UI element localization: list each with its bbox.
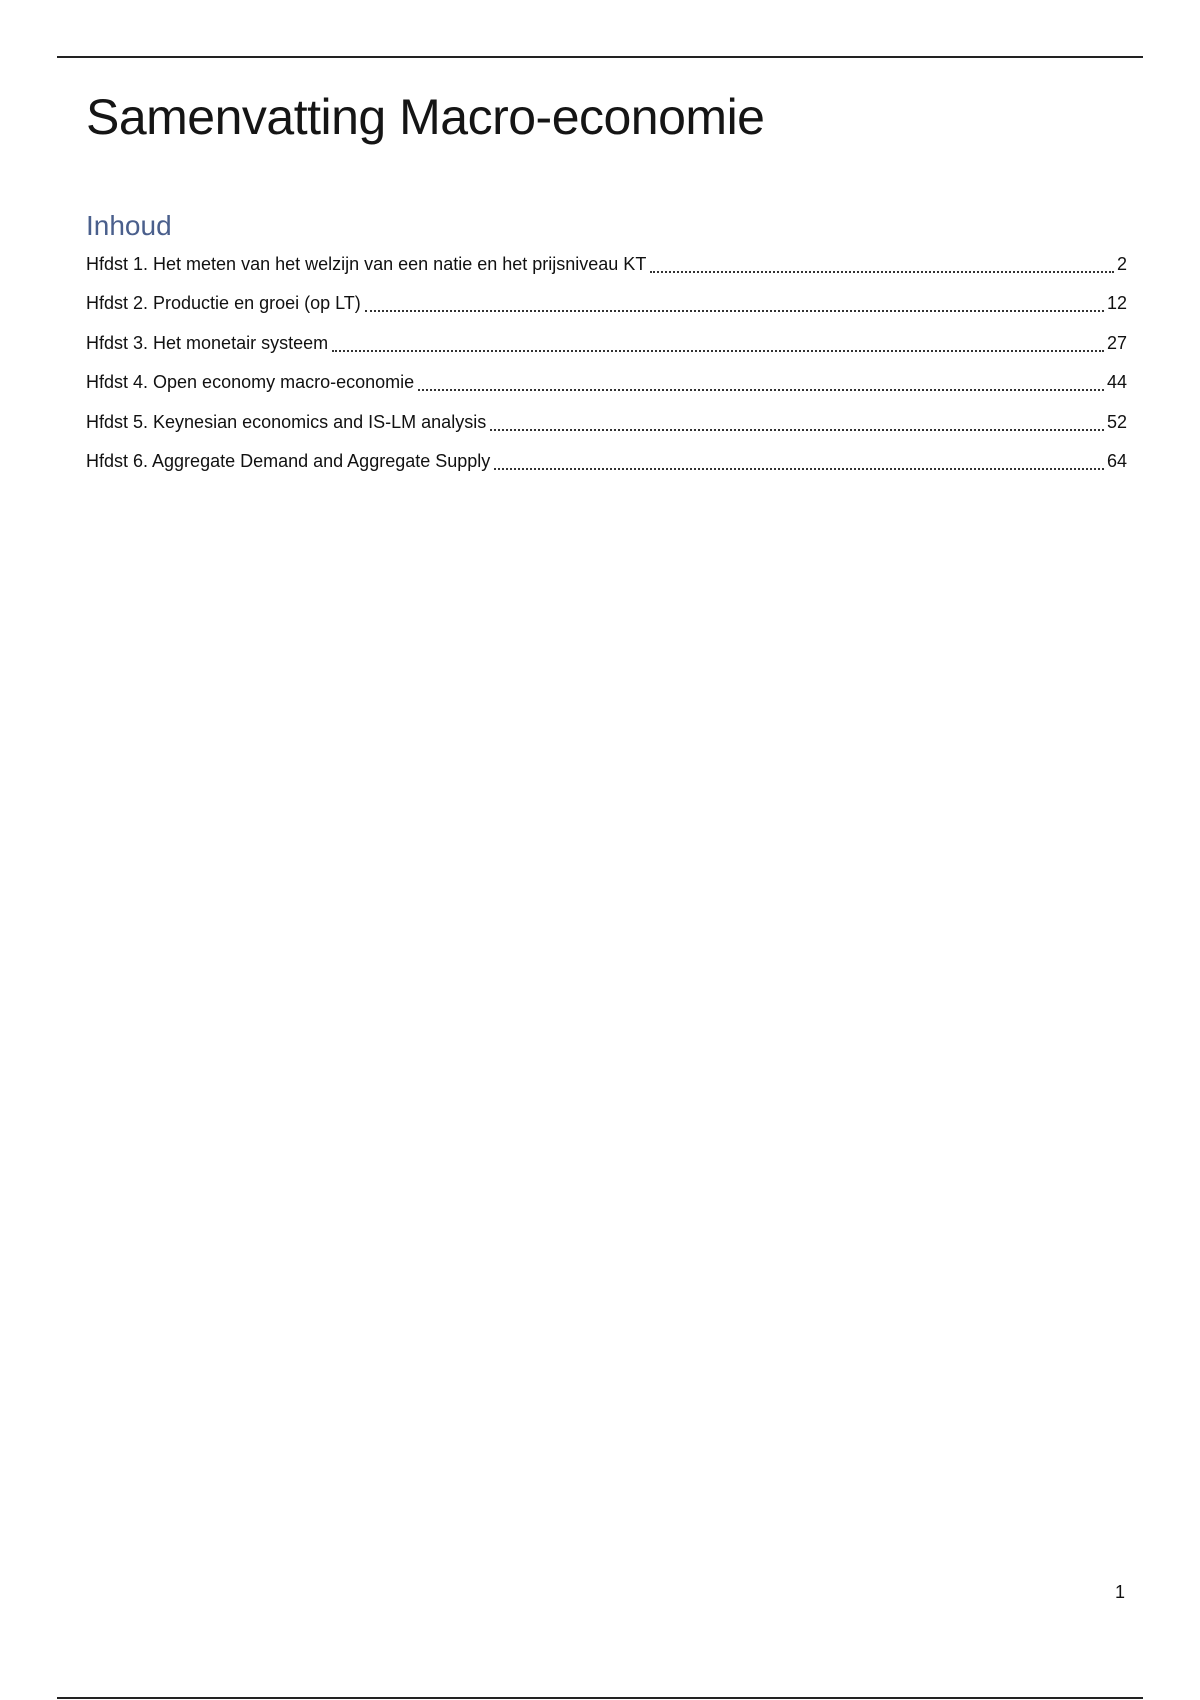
- toc-dot-leader: [418, 368, 1104, 407]
- toc-dot-leader: [650, 250, 1114, 289]
- toc-entry-label: Hfdst 4. Open economy macro-economie: [86, 372, 415, 393]
- toc-entry[interactable]: [86, 368, 1127, 407]
- toc-dot-leader: [365, 289, 1104, 328]
- page-number: 1: [1114, 1582, 1125, 1602]
- toc-entry-page: 12: [1106, 293, 1127, 314]
- toc-entry[interactable]: [86, 447, 1127, 486]
- toc-dot-leader: [494, 447, 1104, 486]
- toc-entry-page: 52: [1106, 411, 1127, 432]
- bottom-rule: [57, 1697, 1143, 1699]
- toc-entry-page: 2: [1116, 254, 1127, 274]
- toc-entry-label: Hfdst 2. Productie en groei (op LT): [86, 293, 361, 314]
- toc-entry-label: Hfdst 6. Aggregate Demand and Aggregate Supply: [86, 450, 491, 471]
- toc-dot-leader: [490, 408, 1104, 447]
- toc-entry[interactable]: [86, 408, 1127, 447]
- toc-dot-leader: [332, 329, 1104, 368]
- document-title: Samenvatting Macro-economie: [86, 89, 765, 145]
- toc-entry-label: Hfdst 3. Het monetair systeem: [86, 332, 329, 353]
- table-of-contents: [86, 250, 1127, 486]
- toc-entry[interactable]: [86, 329, 1127, 368]
- toc-entry-label: Hfdst 5. Keynesian economics and IS-LM analysis: [86, 411, 487, 432]
- toc-heading: Inhoud: [86, 210, 172, 241]
- top-rule: [57, 56, 1143, 58]
- toc-entry-label: Hfdst 1. Het meten van het welzijn van een natie en het prijsniveau KT: [86, 254, 647, 274]
- toc-entry[interactable]: [86, 289, 1127, 328]
- toc-entry-page: 44: [1106, 372, 1127, 393]
- toc-entry[interactable]: [86, 250, 1127, 289]
- toc-entry-page: 64: [1106, 450, 1127, 471]
- toc-entry-page: 27: [1106, 332, 1127, 353]
